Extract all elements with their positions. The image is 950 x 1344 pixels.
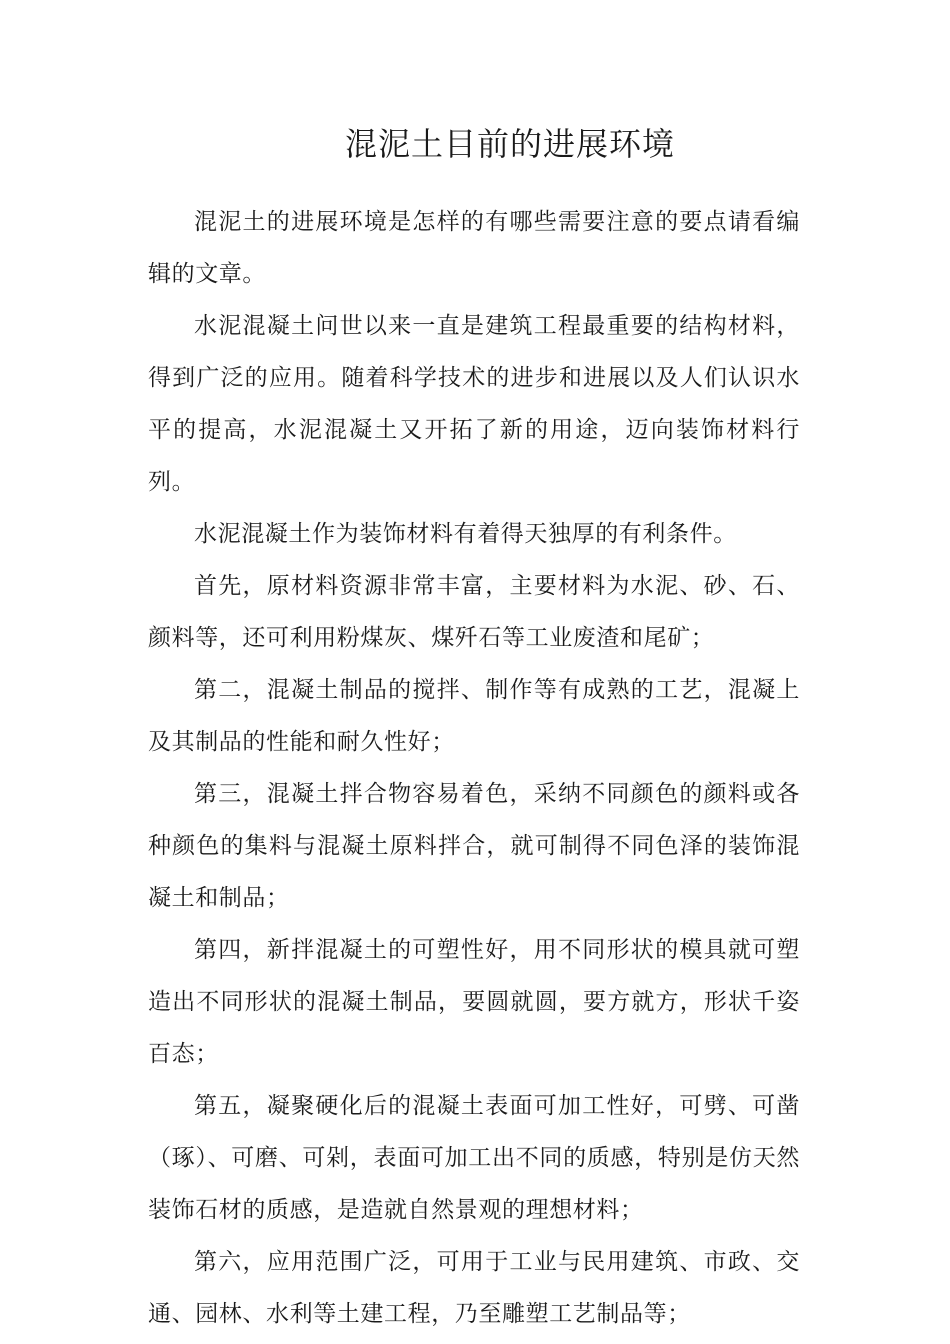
paragraph-background: 水泥混凝土问世以来一直是建筑工程最重要的结构材料，得到广泛的应用。随着科学技术的进步和进展以及人们认识水平的提高，水泥混凝土又开拓了新的用途，迈向装饰材料行列。 bbox=[148, 313, 800, 495]
paragraph-advantages: 水泥混凝土作为装饰材料有着得天独厚的有利条件。 bbox=[194, 521, 737, 547]
paragraph-point-1: 首先，原材料资源非常丰富，主要材料为水泥、砂、石、颜料等，还可利用粉煤灰、煤歼石等工业废渣和尾矿； bbox=[148, 573, 800, 651]
paragraph-point-6: 第六，应用范围广泛，可用于工业与民用建筑、市政、交通、园林、水利等土建工程，乃至雕塑工艺制品等； bbox=[148, 1249, 800, 1327]
paragraph-point-2: 第二，混凝土制品的搅拌、制作等有成熟的工艺，混凝上及其制品的性能和耐久性好； bbox=[148, 677, 800, 755]
paragraph-intro: 混泥土的进展环境是怎样的有哪些需要注意的要点请看编辑的文章。 bbox=[148, 209, 800, 287]
paragraph-point-3: 第三，混凝土拌合物容易着色，采纳不同颜色的颜料或各种颜色的集料与混凝土原料拌合，就可制得不同色泽的装饰混凝土和制品； bbox=[148, 781, 800, 911]
paragraph-point-5: 第五，凝聚硬化后的混凝土表面可加工性好，可劈、可凿（琢）、可磨、可剁，表面可加工出不同的质感，特别是仿天然装饰石材的质感，是造就自然景观的理想材料； bbox=[148, 1093, 800, 1223]
document-title: 混泥土目前的进展环境 bbox=[344, 125, 675, 163]
paragraph-point-4: 第四，新拌混凝土的可塑性好，用不同形状的模具就可塑造出不同形状的混凝土制品，要圆就圆，要方就方，形状千姿百态； bbox=[148, 937, 800, 1067]
document-body bbox=[148, 196, 800, 1340]
